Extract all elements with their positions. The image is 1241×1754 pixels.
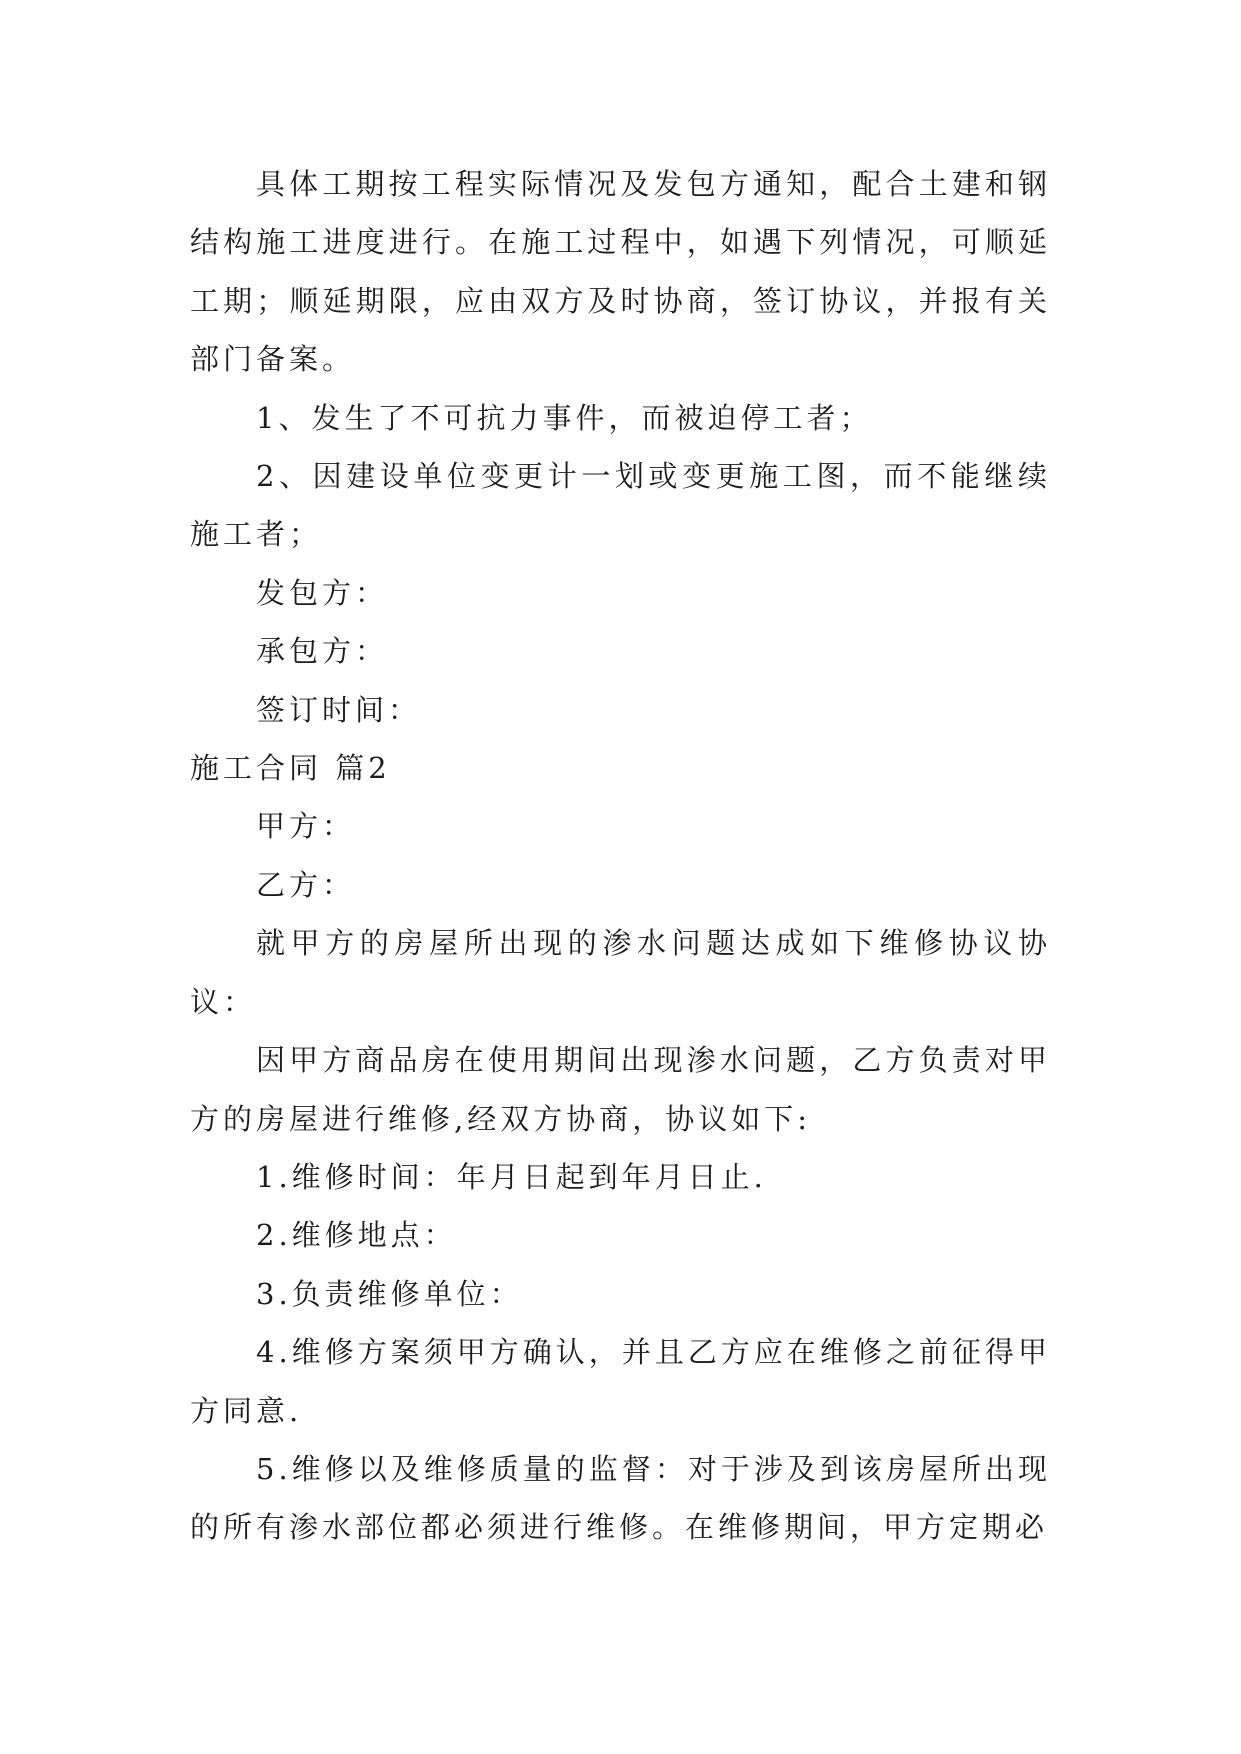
- section-heading: 施工合同 篇2: [190, 751, 391, 786]
- field-party-a: 甲方：: [256, 809, 356, 844]
- clause-5-quality-supervision: 5.维修以及维修质量的监督：对于涉及到该房屋所出现的所有渗水部位都必须进行维修。在维修期间，甲方定期必: [190, 1451, 1051, 1545]
- clause-4-repair-plan: 4.维修方案须甲方确认，并且乙方应在维修之前征得甲方同意.: [190, 1335, 1051, 1428]
- paragraph-item-1-force-majeure: 1、发生了不可抗力事件，而被迫停工者；: [256, 400, 873, 435]
- field-signing-time: 签订时间：: [256, 692, 422, 727]
- paragraph-construction-period: 具体工期按工程实际情况及发包方通知，配合土建和钢结构施工进度进行。在施工过程中，如遇下列情况，可顺延工期；顺延期限，应由双方及时协商，签订协议，并报有关部门备案。: [190, 167, 1051, 377]
- paragraph-item-2-plan-change: 2、因建设单位变更计一划或变更施工图，而不能继续施工者；: [190, 459, 1051, 552]
- paragraph-background: 因甲方商品房在使用期间出现渗水问题，乙方负责对甲方的房屋进行维修,经双方协商，协议如下:: [190, 1043, 1051, 1136]
- field-contractor-issuer: 发包方：: [256, 575, 389, 610]
- field-contractor: 承包方：: [256, 634, 389, 669]
- paragraph-agreement-intro: 就甲方的房屋所出现的渗水问题达成如下维修协议协议：: [190, 926, 1051, 1019]
- document-body: [190, 155, 1051, 1557]
- clause-2-repair-location: 2.维修地点：: [256, 1218, 457, 1253]
- clause-1-repair-time: 1.维修时间：年月日起到年月日止.: [256, 1159, 767, 1194]
- clause-3-repair-unit: 3.负责维修单位：: [256, 1276, 523, 1311]
- field-party-b: 乙方：: [256, 867, 356, 902]
